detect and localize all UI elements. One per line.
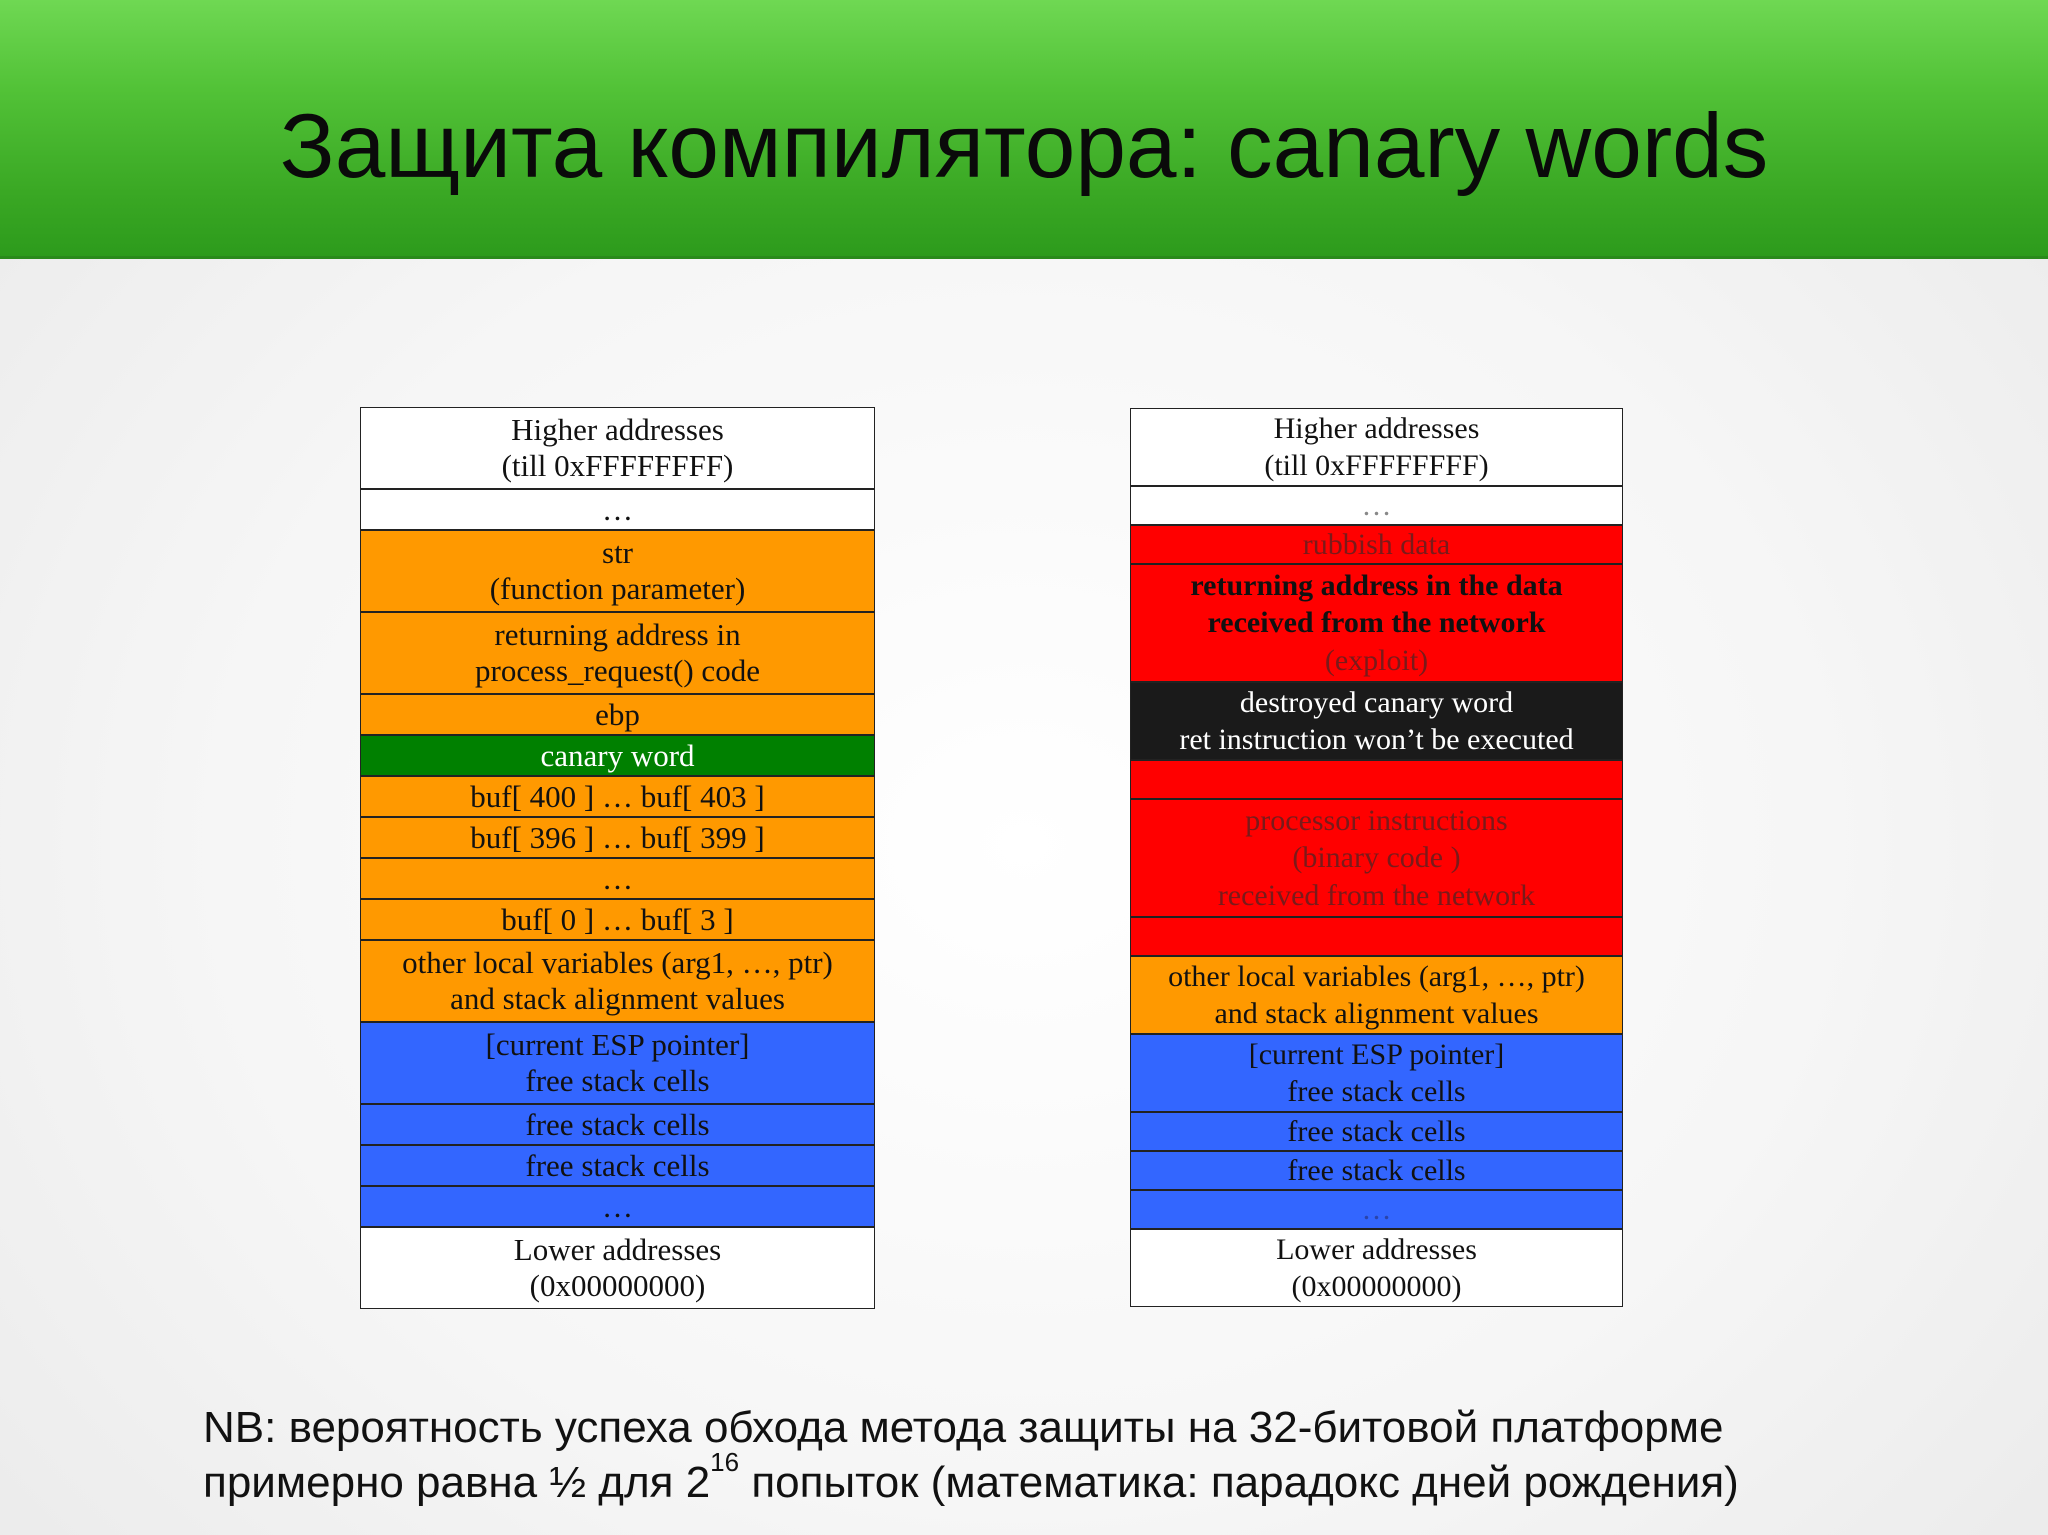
cell-str-parameter: str (function parameter) bbox=[360, 530, 875, 612]
cell-buf-ellipsis: … bbox=[360, 858, 875, 899]
cell-lower-addresses: Lower addresses (0x00000000) bbox=[360, 1227, 875, 1309]
stack-diagram-normal bbox=[360, 407, 875, 1307]
cell-free-stack: free stack cells bbox=[1130, 1112, 1623, 1151]
title-bar bbox=[0, 0, 2048, 259]
cell-rubbish-data: rubbish data bbox=[1130, 525, 1623, 564]
cell-free-stack: free stack cells bbox=[360, 1145, 875, 1186]
cell-red-blank bbox=[1130, 760, 1623, 799]
stack-diagram-attacked bbox=[1130, 408, 1623, 1308]
cell-free-stack: free stack cells bbox=[1130, 1151, 1623, 1190]
footnote bbox=[203, 1400, 2003, 1510]
cell-processor-instructions: processor instructions (binary code ) received from the network bbox=[1130, 799, 1623, 917]
cell-higher-addresses: Higher addresses (till 0xFFFFFFFF) bbox=[360, 407, 875, 489]
cell-lower-addresses: Lower addresses (0x00000000) bbox=[1130, 1229, 1623, 1307]
cell-current-esp: [current ESP pointer] free stack cells bbox=[360, 1022, 875, 1104]
footnote-line-1: NB: вероятность успеха обхода метода защиты на 32-битовой платформе bbox=[203, 1403, 1724, 1452]
cell-local-variables: other local variables (arg1, …, ptr) and stack alignment values bbox=[1130, 956, 1623, 1034]
cell-ebp: ebp bbox=[360, 694, 875, 735]
cell-destroyed-canary: destroyed canary word ret instruction won’t be executed bbox=[1130, 682, 1623, 760]
cell-current-esp: [current ESP pointer] free stack cells bbox=[1130, 1034, 1623, 1112]
cell-canary-word: canary word bbox=[360, 735, 875, 776]
cell-buf-0-3: buf[ 0 ] … buf[ 3 ] bbox=[360, 899, 875, 940]
cell-red-blank bbox=[1130, 917, 1623, 956]
cell-exploit-return-address: returning address in the data received from the network (exploit) bbox=[1130, 564, 1623, 682]
cell-buf-400-403: buf[ 400 ] … buf[ 403 ] bbox=[360, 776, 875, 817]
cell-ellipsis: … bbox=[1130, 486, 1623, 525]
cell-free-ellipsis: … bbox=[360, 1186, 875, 1227]
cell-free-ellipsis: … bbox=[1130, 1190, 1623, 1229]
cell-buf-396-399: buf[ 396 ] … buf[ 399 ] bbox=[360, 817, 875, 858]
cell-return-address: returning address in process_request() code bbox=[360, 612, 875, 694]
slide-title: Защита компилятора: canary words bbox=[279, 96, 1769, 197]
cell-higher-addresses: Higher addresses (till 0xFFFFFFFF) bbox=[1130, 408, 1623, 486]
cell-free-stack: free stack cells bbox=[360, 1104, 875, 1145]
cell-local-variables: other local variables (arg1, …, ptr) and stack alignment values bbox=[360, 940, 875, 1022]
cell-ellipsis: … bbox=[360, 489, 875, 530]
footnote-line-2: примерно равна ½ для $2^{16}$ попыток (математика: парадокс дней рождения) bbox=[203, 1447, 1739, 1507]
exponent: 16 bbox=[710, 1447, 740, 1477]
